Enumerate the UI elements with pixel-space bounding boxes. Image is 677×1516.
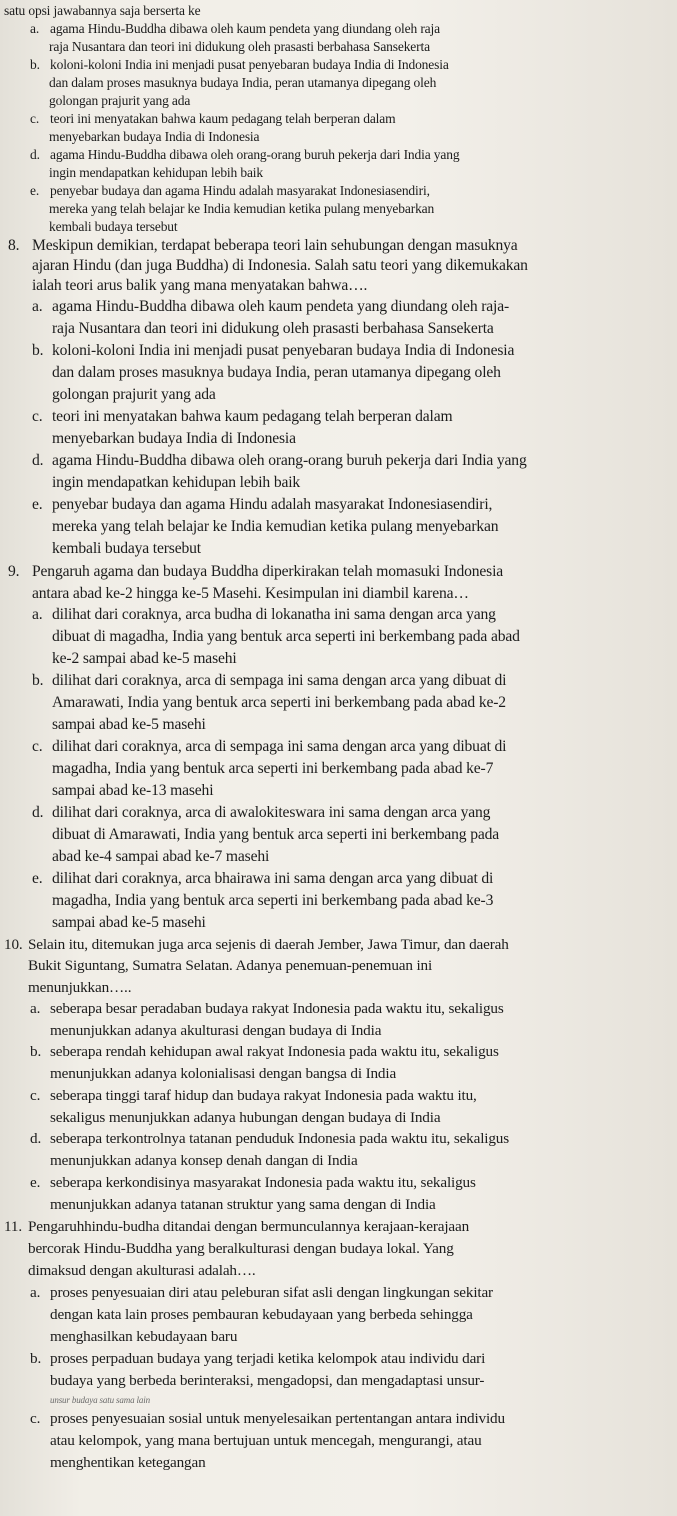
text-line: [28, 1241, 454, 1256]
question-number: 11.: [4, 1218, 22, 1235]
line-text: golongan prajurit yang ada: [52, 386, 216, 403]
line-text: proses penyesuaian sosial untuk menyelesaikan pertentangan antara individu: [50, 1410, 505, 1427]
text-line: [52, 651, 237, 667]
question-number: 9.: [8, 563, 20, 580]
line-text: seberapa terkontrolnya tatanan penduduk Indonesia pada waktu itu, sekaligus: [50, 1130, 509, 1147]
text-line: [52, 893, 493, 909]
line-text: ke-2 sampai abad ke-5 masehi: [52, 650, 237, 667]
line-text: koloni-koloni India ini menjadi pusat penyebaran budaya India di Indonesia: [50, 57, 449, 72]
option-label: e.: [32, 496, 43, 513]
text-line: [52, 365, 501, 381]
option-label: b.: [32, 672, 44, 689]
question-number: 10.: [4, 936, 23, 953]
line-text: raja Nusantara dan teori ini didukung oleh prasasti berbahasa Sansekerta: [52, 320, 494, 337]
text-line: [30, 1285, 493, 1300]
text-line: [52, 717, 206, 733]
text-line: [52, 519, 498, 535]
text-line: [52, 695, 506, 711]
option-label: c.: [30, 1087, 41, 1104]
line-text: dengan kata lain proses pembauran kebudayaan yang berbeda sehingga: [50, 1306, 473, 1323]
text-line: [50, 1197, 436, 1212]
text-line: [32, 278, 367, 294]
line-text: seberapa kerkondisinya masyarakat Indonesia pada waktu itu, sekaligus: [50, 1174, 476, 1191]
text-line: [32, 607, 496, 623]
line-text: sekaligus menunjukkan adanya hubungan dengan budaya di India: [50, 1109, 441, 1126]
line-text: bercorak Hindu-Buddha yang beralkulturasi dengan budaya lokal. Yang: [28, 1240, 454, 1257]
text-line: [30, 1351, 485, 1366]
line-text: sampai abad ke-13 masehi: [52, 782, 214, 799]
line-text: menunjukkan…..: [28, 979, 132, 996]
text-line: [4, 4, 201, 18]
line-text: raja Nusantara dan teori ini didukung oleh prasasti berbahasa Sansekerta: [49, 39, 430, 54]
line-text: antara abad ke-2 hingga ke-5 Masehi. Kesimpulan ini diambil karena…: [32, 585, 469, 602]
option-label: c.: [30, 111, 40, 126]
text-line: [32, 739, 506, 755]
line-text: Selain itu, ditemukan juga arca sejenis di daerah Jember, Jawa Timur, dan daerah: [28, 936, 509, 953]
text-line: [50, 1153, 358, 1168]
line-text: agama Hindu-Buddha dibawa oleh kaum pendeta yang diundang oleh raja-: [52, 298, 510, 315]
text-line: [52, 629, 520, 645]
text-line: [52, 541, 201, 557]
option-label: d.: [32, 804, 44, 821]
line-text: menunjukkan adanya konsep denah dangan di India: [50, 1152, 358, 1169]
option-label: a.: [30, 21, 40, 36]
text-line: [32, 258, 528, 274]
option-label: e.: [30, 1174, 41, 1191]
text-line: [49, 76, 436, 90]
line-text: dilihat dari coraknya, arca budha di lokanatha ini sama dengan arca yang: [52, 606, 496, 623]
text-line: [28, 1263, 256, 1278]
option-label: a.: [30, 1000, 41, 1017]
line-text: koloni-koloni India ini menjadi pusat penyebaran budaya India di Indonesia: [52, 342, 515, 359]
text-line: [32, 299, 509, 315]
option-label: b.: [32, 342, 44, 359]
line-text: dilihat dari coraknya, arca di sempaga ini sama dengan arca yang dibuat di: [52, 738, 507, 755]
text-line: [28, 980, 131, 995]
line-text: dan dalam proses masuknya budaya India, peran utamanya dipegang oleh: [49, 75, 437, 90]
line-text: dan dalam proses masuknya budaya India, peran utamanya dipegang oleh: [52, 364, 501, 381]
text-line: [50, 1023, 381, 1038]
line-text: penyebar budaya dan agama Hindu adalah masyarakat Indonesiasendiri,: [52, 496, 493, 513]
text-line: [32, 409, 452, 425]
text-line: [49, 220, 178, 234]
text-line: [32, 673, 506, 689]
option-label: c.: [32, 408, 43, 425]
line-text: dibuat di magadha, India yang bentuk arca seperti ini berkembang pada abad: [52, 628, 520, 645]
option-label: b.: [30, 1350, 42, 1367]
text-line: [30, 1088, 477, 1103]
line-text: Pengaruhhindu-budha ditandai dengan bermunculannya kerajaan-kerajaan: [28, 1218, 470, 1235]
text-line: [50, 1396, 150, 1405]
line-text: Amarawati, India yang bentuk arca seperti ini berkembang pada abad ke-2: [52, 694, 506, 711]
option-label: a.: [32, 606, 43, 623]
line-text: menghentikan ketegangan: [50, 1454, 206, 1471]
text-line: [4, 937, 509, 952]
line-text: atau kelompok, yang mana bertujuan untuk mencegah, mengurangi, atau: [50, 1432, 482, 1449]
text-line: [30, 112, 395, 126]
text-line: [32, 586, 469, 602]
line-text: penyebar budaya dan agama Hindu adalah masyarakat Indonesiasendiri,: [50, 183, 430, 198]
line-text: menunjukkan adanya kolonialisasi dengan bangsa di India: [50, 1065, 397, 1082]
line-text: proses perpaduan budaya yang terjadi ketika kelompok atau individu dari: [50, 1350, 486, 1367]
line-text: teori ini menyatakan bahwa kaum pedagang telah berperan dalam: [52, 408, 453, 425]
text-line: [30, 1131, 509, 1146]
text-line: [50, 1373, 484, 1388]
text-line: [32, 343, 514, 359]
text-line: [50, 1455, 206, 1470]
line-text: agama Hindu-Buddha dibawa oleh orang-orang buruh pekerja dari India yang: [50, 147, 460, 162]
text-line: [50, 1433, 482, 1448]
line-text: dibuat di Amarawati, India yang bentuk arca seperti ini berkembang pada: [52, 826, 500, 843]
text-line: [49, 40, 430, 54]
text-line: [28, 958, 432, 973]
line-text: kembali budaya tersebut: [49, 219, 178, 234]
line-text: seberapa tinggi taraf hidup dan budaya rakyat Indonesia pada waktu itu,: [50, 1087, 477, 1104]
option-label: c.: [32, 738, 43, 755]
line-text: dilihat dari coraknya, arca bhairawa ini sama dengan arca yang dibuat di: [52, 870, 494, 887]
line-text: magadha, India yang bentuk arca seperti ini berkembang pada abad ke-7: [52, 760, 494, 777]
option-label: e.: [32, 870, 43, 887]
text-line: [50, 1110, 440, 1125]
text-line: [50, 1307, 473, 1322]
option-label: d.: [32, 452, 44, 469]
text-line: [32, 497, 492, 513]
line-text: dilihat dari coraknya, arca di awalokiteswara ini sama dengan arca yang: [52, 804, 491, 821]
line-text: mereka yang telah belajar ke India kemudian ketika pulang menyebarkan: [49, 201, 435, 216]
text-line: [50, 1329, 237, 1344]
text-line: [30, 1411, 505, 1426]
line-text: Meskipun demikian, terdapat beberapa teori lain sehubungan dengan masuknya: [32, 237, 518, 254]
option-label: a.: [32, 298, 43, 315]
option-label: d.: [30, 147, 40, 162]
line-text: dilihat dari coraknya, arca di sempaga ini sama dengan arca yang dibuat di: [52, 672, 507, 689]
option-label: b.: [30, 57, 40, 72]
option-label: a.: [30, 1284, 41, 1301]
line-text: agama Hindu-Buddha dibawa oleh kaum pendeta yang diundang oleh raja: [50, 21, 440, 36]
text-line: [52, 475, 300, 491]
line-text: dimaksud dengan akulturasi adalah….: [28, 1262, 256, 1279]
line-text: menghasilkan kebudayaan baru: [50, 1328, 238, 1345]
line-text: menunjukkan adanya tatanan struktur yang sama dengan di India: [50, 1196, 436, 1213]
text-line: [4, 1219, 469, 1234]
line-text: menyebarkan budaya India di Indonesia: [49, 129, 260, 144]
option-label: b.: [30, 1043, 42, 1060]
line-text: agama Hindu-Buddha dibawa oleh orang-orang buruh pekerja dari India yang: [52, 452, 527, 469]
line-text: ajaran Hindu (dan juga Buddha) di Indonesia. Salah satu teori yang dikemukakan: [32, 257, 528, 274]
text-line: [49, 166, 263, 180]
line-text: ingin mendapatkan kehidupan lebih baik: [52, 474, 301, 491]
text-line: [52, 387, 216, 403]
line-text: golongan prajurit yang ada: [49, 93, 191, 108]
text-line: [52, 431, 296, 447]
line-text: abad ke-4 sampai abad ke-7 masehi: [52, 848, 270, 865]
line-text: ingin mendapatkan kehidupan lebih baik: [49, 165, 263, 180]
text-line: [30, 58, 449, 72]
text-line: [8, 238, 518, 254]
text-line: [52, 915, 206, 931]
line-text: menyebarkan budaya India di Indonesia: [52, 430, 296, 447]
text-line: [49, 202, 434, 216]
text-line: [30, 1044, 499, 1059]
text-line: [52, 761, 493, 777]
line-text: sampai abad ke-5 masehi: [52, 716, 206, 733]
line-text: unsur budaya satu sama lain: [50, 1395, 150, 1405]
text-line: [50, 1066, 396, 1081]
line-text: seberapa besar peradaban budaya rakyat Indonesia pada waktu itu, sekaligus: [50, 1000, 504, 1017]
line-text: proses penyesuaian diri atau peleburan sifat asli dengan lingkungan sekitar: [50, 1284, 493, 1301]
text-line: [52, 827, 499, 843]
line-text: mereka yang telah belajar ke India kemudian ketika pulang menyebarkan: [52, 518, 499, 535]
text-line: [52, 849, 269, 865]
line-text: satu opsi jawabannya saja berserta ke: [4, 3, 201, 18]
option-label: d.: [30, 1130, 42, 1147]
text-line: [52, 321, 494, 337]
text-line: [32, 453, 527, 469]
line-text: teori ini menyatakan bahwa kaum pedagang telah berperan dalam: [50, 111, 396, 126]
text-line: [49, 94, 190, 108]
line-text: magadha, India yang bentuk arca seperti ini berkembang pada abad ke-3: [52, 892, 494, 909]
text-line: [52, 783, 213, 799]
text-line: [30, 1001, 504, 1016]
text-line: [30, 22, 440, 36]
line-text: menunjukkan adanya akulturasi dengan budaya di India: [50, 1022, 382, 1039]
option-label: e.: [30, 183, 40, 198]
text-line: [32, 871, 493, 887]
text-line: [49, 130, 259, 144]
question-number: 8.: [8, 237, 20, 254]
text-line: [8, 564, 503, 580]
text-line: [30, 148, 459, 162]
text-line: [30, 1175, 476, 1190]
line-text: budaya yang berbeda berinteraksi, mengadopsi, dan mengadaptasi unsur-: [50, 1372, 485, 1389]
line-text: sampai abad ke-5 masehi: [52, 914, 206, 931]
line-text: Bukit Siguntang, Sumatra Selatan. Adanya penemuan-penemuan ini: [28, 957, 433, 974]
line-text: ialah teori arus balik yang mana menyatakan bahwa….: [32, 277, 368, 294]
line-text: seberapa rendah kehidupan awal rakyat Indonesia pada waktu itu, sekaligus: [50, 1043, 499, 1060]
option-label: c.: [30, 1410, 41, 1427]
line-text: Pengaruh agama dan budaya Buddha diperkirakan telah momasuki Indonesia: [32, 563, 504, 580]
line-text: kembali budaya tersebut: [52, 540, 201, 557]
text-line: [30, 184, 430, 198]
text-line: [32, 805, 490, 821]
